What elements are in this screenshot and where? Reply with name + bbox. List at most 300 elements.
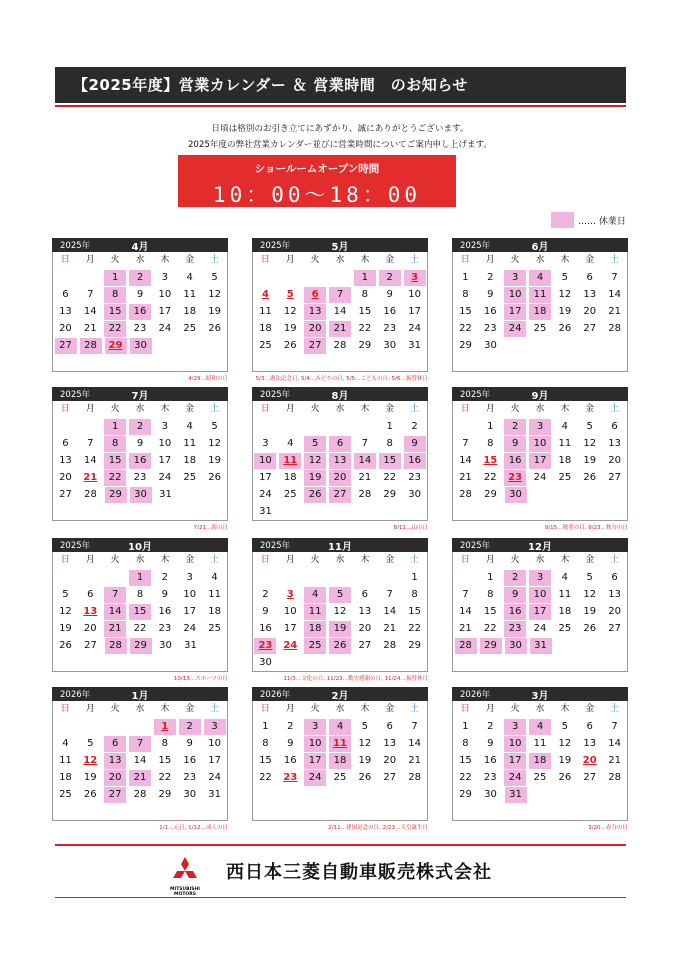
day-cell bbox=[103, 286, 128, 303]
day-number: 30 bbox=[183, 789, 197, 800]
month-header bbox=[52, 238, 228, 252]
day-number: 2 bbox=[504, 570, 526, 586]
day-cell bbox=[303, 452, 328, 469]
day-number: 19 bbox=[283, 323, 297, 334]
day-cell bbox=[278, 752, 303, 769]
day-cell bbox=[177, 452, 202, 469]
day-number: 21 bbox=[383, 623, 397, 634]
day-number: 27 bbox=[583, 323, 597, 334]
day-number: 24 bbox=[533, 472, 547, 483]
day-cell bbox=[103, 586, 128, 603]
day-number: 13 bbox=[329, 453, 351, 469]
weekday-label: 月 bbox=[485, 404, 495, 414]
weekday-label: 木 bbox=[560, 255, 570, 265]
day-cell bbox=[377, 418, 402, 435]
day-number: 1 bbox=[462, 272, 469, 283]
year-label: 2025年 bbox=[260, 241, 291, 251]
day-cell bbox=[478, 752, 503, 769]
day-cell bbox=[78, 286, 103, 303]
day-cell bbox=[478, 452, 503, 469]
month-days bbox=[452, 401, 628, 521]
day-number: 1 bbox=[487, 421, 494, 432]
day-number: 23 bbox=[183, 772, 197, 783]
weekday-label: 火 bbox=[310, 255, 320, 265]
showroom-hours: 10：00～18：00 bbox=[212, 183, 422, 207]
day-number: 1 bbox=[129, 570, 151, 586]
day-cell bbox=[177, 735, 202, 752]
month-label: 7月 bbox=[131, 391, 149, 402]
week-row bbox=[453, 586, 627, 603]
day-cell bbox=[253, 486, 278, 503]
day-cell bbox=[478, 569, 503, 586]
day-cell bbox=[577, 469, 602, 486]
holiday-note: 1/1…元日, 1/12…成人の日 bbox=[159, 825, 228, 831]
month-days bbox=[52, 552, 228, 672]
day-number: 2 bbox=[487, 721, 494, 732]
empty-cell bbox=[328, 418, 353, 435]
day-number: 27 bbox=[383, 772, 397, 783]
weekday-row bbox=[253, 701, 427, 718]
day-number: 14 bbox=[333, 306, 347, 317]
day-number: 30 bbox=[259, 657, 272, 668]
day-number: 6 bbox=[611, 572, 618, 583]
empty-cell bbox=[253, 418, 278, 435]
week-row bbox=[53, 320, 227, 337]
day-cell bbox=[53, 735, 78, 752]
week-row bbox=[253, 503, 427, 520]
day-cell bbox=[253, 654, 278, 671]
day-number: 28 bbox=[408, 772, 421, 783]
year-label: 2025年 bbox=[260, 390, 291, 400]
weekday-label: 土 bbox=[410, 555, 420, 565]
day-cell bbox=[503, 603, 528, 620]
month-header bbox=[452, 687, 628, 701]
day-cell bbox=[128, 752, 153, 769]
day-cell bbox=[128, 569, 153, 586]
weekday-label: 月 bbox=[485, 555, 495, 565]
legend-label: …… 休業日 bbox=[578, 216, 626, 227]
day-number: 31 bbox=[530, 638, 552, 654]
day-number: 6 bbox=[611, 421, 618, 432]
weekday-label: 金 bbox=[385, 255, 395, 265]
day-number: 12 bbox=[558, 738, 572, 749]
day-cell bbox=[602, 586, 627, 603]
week-row bbox=[53, 286, 227, 303]
day-number: 2 bbox=[179, 719, 201, 735]
day-number: 29 bbox=[130, 638, 152, 654]
month-label: 4月 bbox=[131, 242, 149, 253]
weekday-label: 金 bbox=[585, 404, 595, 414]
day-cell bbox=[128, 735, 153, 752]
weekday-label: 水 bbox=[335, 704, 345, 714]
weekday-label: 月 bbox=[85, 704, 95, 714]
day-cell bbox=[253, 752, 278, 769]
day-cell bbox=[328, 486, 353, 503]
day-cell bbox=[453, 586, 478, 603]
week-row bbox=[53, 569, 227, 586]
day-number: 17 bbox=[504, 304, 526, 320]
month-header bbox=[452, 238, 628, 252]
day-cell bbox=[503, 569, 528, 586]
month-header bbox=[452, 538, 628, 552]
day-number: 4 bbox=[561, 421, 569, 432]
day-number: 22 bbox=[133, 623, 147, 634]
month-calendar bbox=[52, 238, 228, 382]
day-cell bbox=[453, 337, 478, 354]
day-number: 24 bbox=[259, 489, 272, 500]
day-number: 2 bbox=[161, 572, 169, 583]
empty-cell bbox=[328, 269, 353, 286]
day-cell bbox=[153, 486, 178, 503]
day-cell bbox=[478, 435, 503, 452]
day-cell bbox=[577, 303, 602, 320]
weekday-row bbox=[453, 252, 627, 269]
day-cell bbox=[303, 603, 328, 620]
day-number: 14 bbox=[83, 455, 97, 466]
day-number: 30 bbox=[505, 487, 527, 503]
month-label: 6月 bbox=[531, 242, 549, 253]
month-label: 10月 bbox=[128, 542, 152, 553]
year-label: 2026年 bbox=[60, 690, 91, 700]
day-number: 22 bbox=[104, 470, 126, 486]
day-cell bbox=[577, 286, 602, 303]
day-cell bbox=[128, 418, 153, 435]
week-row bbox=[253, 269, 427, 286]
day-number: 18 bbox=[183, 306, 197, 317]
day-cell bbox=[103, 486, 128, 503]
day-cell bbox=[577, 418, 602, 435]
weekday-label: 火 bbox=[110, 555, 120, 565]
year-label: 2025年 bbox=[60, 241, 91, 251]
month-days bbox=[52, 701, 228, 821]
week-row bbox=[253, 603, 427, 620]
day-number: 16 bbox=[259, 623, 272, 634]
day-cell bbox=[552, 269, 577, 286]
weekday-label: 月 bbox=[85, 555, 95, 565]
day-cell bbox=[577, 769, 602, 786]
day-cell bbox=[402, 418, 427, 435]
day-cell bbox=[278, 718, 303, 735]
day-cell bbox=[103, 337, 128, 354]
day-number: 3 bbox=[161, 272, 169, 283]
day-cell bbox=[78, 769, 103, 786]
day-number: 30 bbox=[159, 640, 172, 651]
showroom-label: ショールームオープン時間 bbox=[254, 163, 380, 175]
year-label: 2026年 bbox=[460, 690, 491, 700]
week-row bbox=[53, 637, 227, 654]
day-number: 30 bbox=[383, 340, 397, 351]
weekday-label: 水 bbox=[135, 555, 145, 565]
day-cell bbox=[352, 752, 377, 769]
month-days bbox=[452, 552, 628, 672]
day-number: 19 bbox=[558, 306, 572, 317]
day-cell bbox=[402, 337, 427, 354]
day-cell bbox=[53, 752, 78, 769]
day-cell bbox=[328, 769, 353, 786]
weekday-label: 金 bbox=[585, 255, 595, 265]
day-cell bbox=[478, 718, 503, 735]
company-name: 西日本三菱自動車販売株式会社 bbox=[226, 862, 492, 883]
day-cell bbox=[253, 620, 278, 637]
week-row bbox=[53, 603, 227, 620]
day-cell bbox=[103, 418, 128, 435]
weekday-label: 金 bbox=[185, 255, 195, 265]
weekday-row bbox=[253, 552, 427, 569]
day-cell bbox=[577, 269, 602, 286]
day-number: 2 bbox=[379, 270, 401, 286]
day-number: 5 bbox=[586, 421, 593, 432]
logo-text: MITSUBISHI MOTORS bbox=[170, 887, 200, 897]
day-cell bbox=[53, 469, 78, 486]
day-cell bbox=[478, 337, 503, 354]
day-cell bbox=[503, 418, 528, 435]
empty-cell bbox=[303, 269, 328, 286]
weekday-label: 月 bbox=[285, 555, 295, 565]
day-number: 3 bbox=[262, 438, 269, 449]
day-cell bbox=[103, 269, 128, 286]
empty-cell bbox=[453, 418, 478, 435]
day-cell bbox=[503, 303, 528, 320]
day-number: 27 bbox=[329, 487, 351, 503]
weekday-row bbox=[53, 252, 227, 269]
day-number: 20 bbox=[304, 321, 326, 337]
day-number: 25 bbox=[283, 489, 297, 500]
day-cell bbox=[278, 452, 303, 469]
day-cell bbox=[377, 435, 402, 452]
day-cell bbox=[602, 469, 627, 486]
day-number: 13 bbox=[608, 589, 621, 600]
day-cell bbox=[303, 303, 328, 320]
day-number: 7 bbox=[411, 721, 418, 732]
day-number: 17 bbox=[259, 472, 272, 483]
day-number: 21 bbox=[608, 306, 621, 317]
day-cell bbox=[328, 286, 353, 303]
day-cell bbox=[528, 269, 553, 286]
month-days bbox=[452, 252, 628, 372]
day-number: 6 bbox=[586, 721, 593, 732]
day-number: 12 bbox=[583, 589, 597, 600]
day-number: 3 bbox=[529, 570, 551, 586]
day-number: 17 bbox=[283, 623, 297, 634]
day-cell bbox=[152, 586, 177, 603]
day-cell bbox=[377, 303, 402, 320]
day-number: 16 bbox=[483, 306, 497, 317]
empty-cell bbox=[78, 269, 103, 286]
day-number: 9 bbox=[487, 289, 494, 300]
day-cell bbox=[128, 469, 153, 486]
day-number: 15 bbox=[158, 755, 172, 766]
day-cell bbox=[177, 620, 202, 637]
month-header bbox=[52, 687, 228, 701]
day-number: 8 bbox=[104, 287, 126, 303]
day-cell bbox=[377, 735, 402, 752]
day-cell bbox=[253, 735, 278, 752]
day-cell bbox=[552, 769, 577, 786]
day-cell bbox=[377, 586, 402, 603]
day-number: 22 bbox=[459, 323, 472, 334]
day-number: 18 bbox=[183, 455, 197, 466]
day-cell bbox=[152, 435, 177, 452]
week-row bbox=[53, 435, 227, 452]
day-cell bbox=[478, 269, 503, 286]
day-cell bbox=[303, 769, 328, 786]
day-number: 12 bbox=[283, 306, 297, 317]
month-header bbox=[252, 538, 428, 552]
day-cell bbox=[328, 752, 353, 769]
day-number: 21 bbox=[83, 323, 97, 334]
day-cell bbox=[552, 620, 577, 637]
day-number: 27 bbox=[104, 787, 126, 803]
week-row bbox=[453, 452, 627, 469]
weekday-label: 土 bbox=[410, 704, 420, 714]
holiday-note: 4/29…昭和の日 bbox=[188, 376, 228, 382]
day-number: 16 bbox=[404, 453, 426, 469]
day-number: 24 bbox=[504, 321, 526, 337]
weekday-label: 木 bbox=[160, 555, 170, 565]
day-cell bbox=[177, 718, 202, 735]
day-number: 19 bbox=[304, 470, 326, 486]
day-number: 20 bbox=[358, 623, 372, 634]
day-cell bbox=[377, 469, 402, 486]
day-cell bbox=[53, 320, 78, 337]
day-number: 10 bbox=[158, 438, 172, 449]
day-cell bbox=[177, 586, 202, 603]
day-number: 29 bbox=[484, 489, 497, 500]
day-number: 8 bbox=[104, 436, 126, 452]
weekday-label: 日 bbox=[460, 555, 470, 565]
day-number: 29 bbox=[383, 489, 397, 500]
day-number: 1 bbox=[386, 421, 393, 432]
bottom-rule bbox=[55, 897, 626, 898]
day-cell bbox=[503, 769, 528, 786]
day-number: 12 bbox=[583, 438, 597, 449]
showroom-hours-box bbox=[178, 155, 456, 207]
day-number: 11 bbox=[558, 438, 572, 449]
day-cell bbox=[402, 320, 427, 337]
day-number: 31 bbox=[184, 640, 197, 651]
weekday-label: 月 bbox=[285, 404, 295, 414]
day-number: 22 bbox=[408, 623, 421, 634]
day-number: 7 bbox=[129, 736, 151, 752]
year-label: 2025年 bbox=[460, 390, 491, 400]
day-number: 20 bbox=[383, 755, 397, 766]
weekday-label: 火 bbox=[110, 404, 120, 414]
day-cell bbox=[202, 586, 227, 603]
day-number: 14 bbox=[408, 738, 421, 749]
weekday-row bbox=[253, 252, 427, 269]
day-number: 5 bbox=[561, 721, 569, 732]
week-row bbox=[453, 303, 627, 320]
day-cell bbox=[552, 735, 577, 752]
day-number: 7 bbox=[462, 589, 469, 600]
day-number: 23 bbox=[283, 772, 298, 783]
day-number: 11 bbox=[279, 453, 301, 469]
day-cell bbox=[128, 637, 153, 654]
day-cell bbox=[278, 337, 303, 354]
day-number: 14 bbox=[83, 306, 97, 317]
day-cell bbox=[103, 452, 128, 469]
day-number: 27 bbox=[358, 640, 372, 651]
day-number: 30 bbox=[408, 489, 421, 500]
day-number: 26 bbox=[583, 472, 597, 483]
day-cell bbox=[303, 486, 328, 503]
empty-cell bbox=[78, 718, 103, 735]
day-cell bbox=[103, 435, 128, 452]
week-row bbox=[453, 486, 627, 503]
day-cell bbox=[453, 320, 478, 337]
weekday-label: 土 bbox=[410, 404, 420, 414]
day-number: 4 bbox=[186, 272, 193, 283]
day-cell bbox=[152, 620, 177, 637]
weekday-label: 月 bbox=[485, 255, 495, 265]
day-number: 30 bbox=[130, 487, 152, 503]
day-cell bbox=[177, 435, 202, 452]
month-header bbox=[252, 687, 428, 701]
weekday-label: 日 bbox=[460, 704, 470, 714]
day-number: 7 bbox=[611, 721, 618, 732]
weekday-label: 土 bbox=[410, 255, 420, 265]
day-number: 21 bbox=[459, 472, 472, 483]
day-cell bbox=[152, 269, 177, 286]
month-calendar bbox=[252, 387, 428, 531]
day-cell bbox=[78, 637, 103, 654]
day-number: 26 bbox=[208, 472, 221, 483]
day-cell bbox=[53, 286, 78, 303]
week-row bbox=[453, 752, 627, 769]
day-cell bbox=[278, 586, 303, 603]
day-cell bbox=[453, 303, 478, 320]
weekday-label: 水 bbox=[135, 255, 145, 265]
day-cell bbox=[152, 718, 177, 735]
day-number: 4 bbox=[186, 421, 193, 432]
day-number: 25 bbox=[533, 323, 547, 334]
day-number: 5 bbox=[361, 721, 369, 732]
day-number: 26 bbox=[208, 323, 221, 334]
day-cell bbox=[577, 569, 602, 586]
empty-cell bbox=[328, 569, 353, 586]
day-number: 7 bbox=[611, 272, 618, 283]
day-number: 11 bbox=[183, 289, 197, 300]
day-cell bbox=[152, 569, 177, 586]
day-number: 26 bbox=[583, 623, 597, 634]
day-number: 21 bbox=[459, 623, 472, 634]
day-number: 5 bbox=[211, 421, 218, 432]
day-number: 9 bbox=[504, 587, 526, 603]
diamond-logo-icon bbox=[170, 857, 200, 883]
day-cell bbox=[528, 718, 553, 735]
week-row bbox=[53, 752, 227, 769]
day-cell bbox=[503, 637, 528, 654]
day-cell bbox=[377, 286, 402, 303]
day-number: 3 bbox=[404, 270, 426, 286]
month-label: 8月 bbox=[331, 391, 349, 402]
weekday-label: 日 bbox=[60, 555, 70, 565]
day-cell bbox=[202, 718, 227, 735]
week-row bbox=[453, 769, 627, 786]
day-number: 8 bbox=[386, 438, 393, 449]
day-cell bbox=[103, 320, 128, 337]
day-number: 16 bbox=[383, 306, 397, 317]
day-number: 18 bbox=[304, 621, 326, 637]
day-number: 10 bbox=[408, 289, 421, 300]
month-calendar bbox=[452, 387, 628, 531]
day-cell bbox=[577, 320, 602, 337]
week-row bbox=[453, 569, 627, 586]
day-number: 10 bbox=[504, 287, 526, 303]
empty-cell bbox=[128, 718, 153, 735]
week-row bbox=[453, 469, 627, 486]
month-days bbox=[252, 401, 428, 521]
